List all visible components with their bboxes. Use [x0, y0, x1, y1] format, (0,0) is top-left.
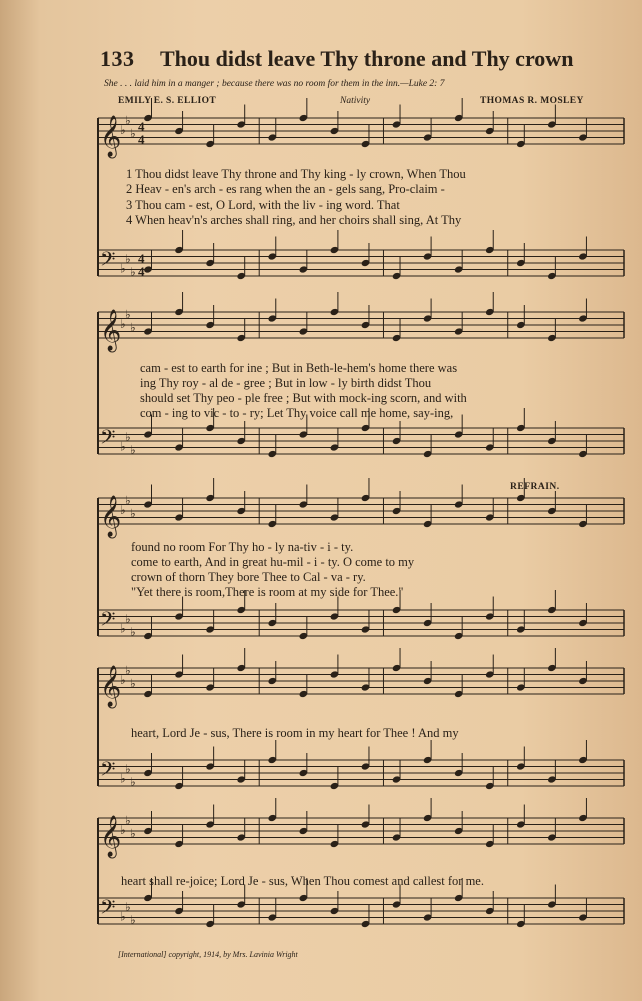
lyric-line: crown of thorn They bore Thee to Cal - va - ry.: [131, 570, 366, 584]
flat-sign: ♭: [120, 503, 126, 517]
lyric-line: com - ing to vic - to - ry; Let Thy voice call me home, say-ing,: [140, 406, 454, 420]
hymn-subject: Nativity: [340, 96, 371, 106]
lyric-line: heart, Lord Je - sus, There is room in my heart for Thee ! And my: [131, 726, 459, 740]
flat-sign: ♭: [130, 826, 136, 841]
treble-clef: 𝄞: [100, 310, 122, 351]
flat-sign: ♭: [120, 673, 126, 687]
treble-clef: 𝄞: [100, 116, 122, 157]
lyric-line: found no room For Thy ho - ly na-tiv - i - ty.: [131, 540, 354, 554]
lyric-line: heart shall re-joice; Lord Je - sus, When Thou comest and callest for me.: [121, 874, 484, 888]
flat-sign: ♭: [125, 611, 131, 626]
bass-clef: 𝄢: [100, 757, 116, 786]
flat-sign: ♭: [120, 909, 126, 924]
flat-sign: ♭: [120, 317, 126, 331]
lyric-line: should set Thy peo - ple free ; But with mock-ing scorn, and with: [140, 391, 467, 405]
bass-clef: 𝄢: [100, 425, 116, 454]
flat-sign: ♭: [120, 823, 126, 837]
flat-sign: ♭: [125, 493, 131, 508]
flat-sign: ♭: [130, 264, 136, 279]
lyric-line: ing Thy roy - al de - gree ; But in low - ly birth didst Thou: [140, 376, 432, 390]
time-signature: 4: [138, 264, 145, 279]
composer-name: THOMAS R. MOSLEY: [480, 96, 584, 106]
time-signature: 4: [138, 132, 145, 147]
flat-sign: ♭: [120, 439, 126, 454]
author-name: EMILY E. S. ELLIOT: [118, 96, 217, 106]
flat-sign: ♭: [125, 663, 131, 678]
lyric-line: come to earth, And in great hu-mil - i - ty. O come to my: [131, 555, 415, 569]
flat-sign: ♭: [130, 126, 136, 141]
flat-sign: ♭: [125, 113, 131, 128]
flat-sign: ♭: [120, 123, 126, 137]
hymn-number: 133: [100, 46, 135, 71]
lyric-line: 3 Thou cam - est, O Lord, with the liv - ing word. That: [126, 198, 400, 212]
bass-clef: 𝄢: [100, 895, 116, 924]
lyric-line: 4 When heav'n's arches shall ring, and her choirs shall sing, At Thy: [126, 213, 462, 227]
time-signature: 4: [138, 119, 145, 134]
lyric-line: cam - est to earth for ine ; But in Beth-le-hem's home there was: [140, 361, 458, 375]
flat-sign: ♭: [130, 912, 136, 927]
flat-sign: ♭: [125, 307, 131, 322]
lyric-line: 2 Heav - en's arch - es rang when the an - gels sang, Pro-claim -: [126, 182, 445, 196]
flat-sign: ♭: [120, 771, 126, 786]
flat-sign: ♭: [125, 813, 131, 828]
scripture-quote: She . . . laid him in a manger ; because there was no room for them in the inn.—Luke 2: 7: [104, 79, 445, 89]
bass-clef: 𝄢: [100, 247, 116, 276]
lyric-line: 1 Thou didst leave Thy throne and Thy king - ly crown, When Thou: [126, 167, 466, 181]
time-signature: 4: [138, 251, 145, 266]
treble-clef: 𝄞: [100, 666, 122, 707]
flat-sign: ♭: [125, 761, 131, 776]
flat-sign: ♭: [120, 261, 126, 276]
bass-clef: 𝄢: [100, 607, 116, 636]
treble-clef: 𝄞: [100, 816, 122, 857]
lyric-line: "Yet there is room,There is room at my side for Thee.": [131, 585, 404, 599]
flat-sign: ♭: [130, 676, 136, 691]
flat-sign: ♭: [130, 506, 136, 521]
hymn-title: Thou didst leave Thy throne and Thy crown: [160, 46, 574, 71]
flat-sign: ♭: [125, 429, 131, 444]
flat-sign: ♭: [130, 442, 136, 457]
copyright-footer: [International] copyright, 1914, by Mrs. Lavinia Wright: [118, 950, 298, 959]
flat-sign: ♭: [120, 621, 126, 636]
flat-sign: ♭: [130, 320, 136, 335]
refrain-label: REFRAIN.: [510, 482, 560, 492]
treble-clef: 𝄞: [100, 496, 122, 537]
flat-sign: ♭: [125, 251, 131, 266]
flat-sign: ♭: [130, 624, 136, 639]
flat-sign: ♭: [130, 774, 136, 789]
flat-sign: ♭: [125, 899, 131, 914]
